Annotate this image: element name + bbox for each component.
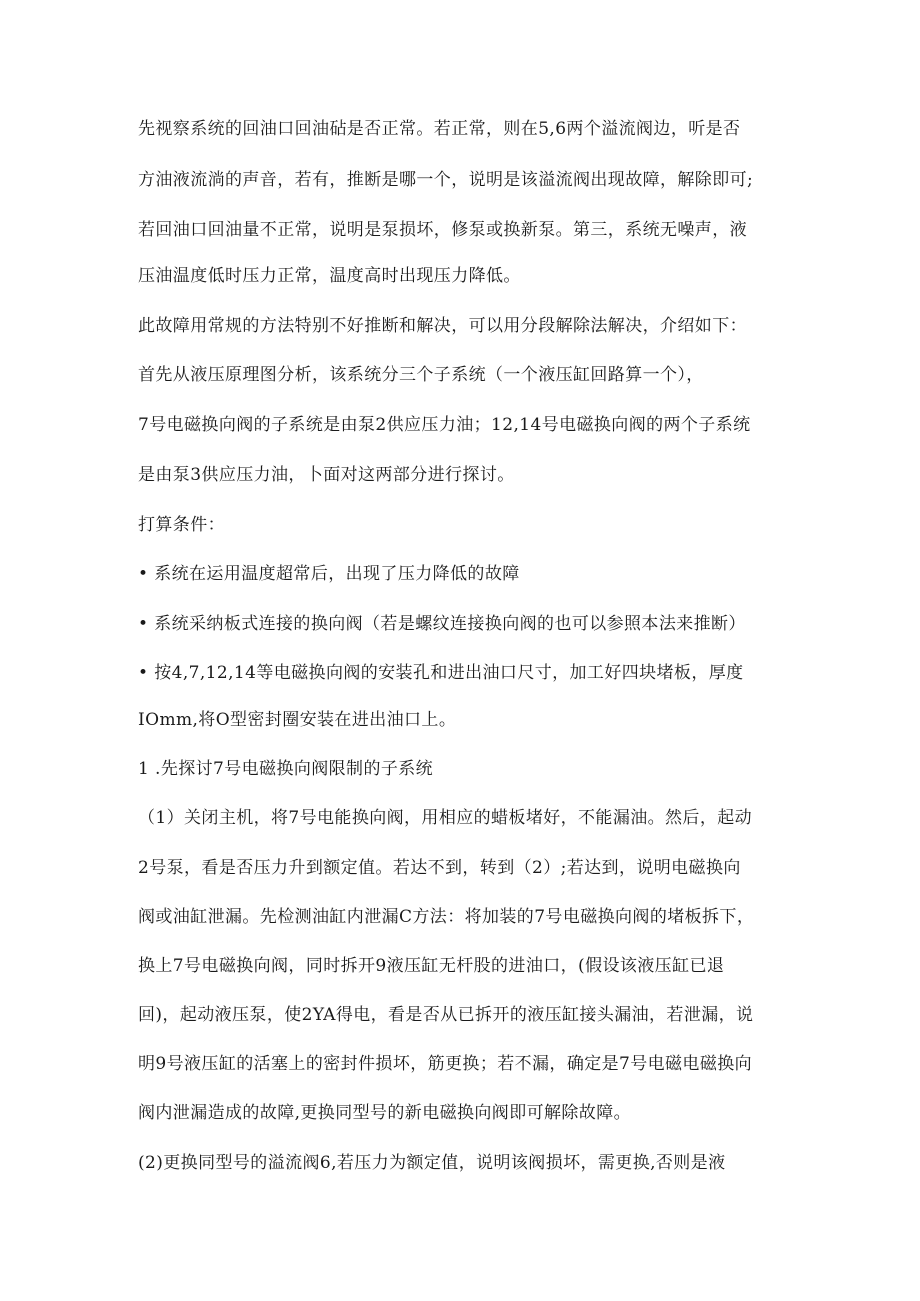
paragraph-line: 压油温度低时压力正常，温度高时出现压力降低。 — [138, 266, 521, 286]
paragraph-line: (2)更换同型号的溢流阀6,若压力为额定值，说明该阀损坏，需更换,否则是液 — [138, 1153, 726, 1173]
paragraph-line: IOmm,将O型密封圈安装在进出油口上。 — [138, 710, 457, 730]
paragraph-line: 7号电磁换向阀的子系统是由泵2供应压力油；12,14号电磁换向阀的两个子系统 — [138, 415, 751, 435]
paragraph-line: （1）关闭主机，将7号电能换向阀，用相应的蜡板堵好，不能漏油。然后，起动 — [138, 808, 753, 828]
bullet-item: • 系统采纳板式连接的换向阀（若是螺纹连接换向阀的也可以参照本法来推断） — [138, 614, 746, 634]
paragraph-line: 先视察系统的回油口回油砧是否正常。若正常，则在5,6两个溢流阀边，听是否 — [138, 119, 741, 139]
paragraph-line: 方油液流淌的声音，若有，推断是哪一个，说明是该溢流阀出现故障，解除即可; — [138, 170, 754, 190]
paragraph-line: 阀内泄漏造成的故障,更换同型号的新电磁换向阀即可解除故障。 — [138, 1103, 632, 1123]
bullet-item: • 系统在运用温度超常后，出现了压力降低的故障 — [138, 564, 520, 584]
paragraph-line: 回)，起动液压泵，使2YA得电，看是否从已拆开的液压缸接头漏油，若泄漏，说 — [138, 1005, 754, 1025]
section-label: 打算条件： — [138, 515, 225, 535]
paragraph-line: 是由泵3供应压力油，卜面对这两部分进行探讨。 — [138, 465, 515, 485]
paragraph-line: 此故障用常规的方法特别不好推断和解决，可以用分段解除法解决，介绍如下： — [138, 316, 747, 336]
paragraph-line: 首先从液压原理图分析，该系统分三个子系统（一个液压缸回路算一个）， — [138, 365, 704, 385]
section-heading: 1 .先探讨7号电磁换向阀限制的子系统 — [138, 759, 434, 779]
paragraph-line: 换上7号电磁换向阀，同时拆开9液压缸无杆股的进油口，(假设该液压缸已退 — [138, 956, 725, 976]
paragraph-line: 若回油口回油量不正常，说明是泵损坏，修泵或换新泵。第三，系统无噪声，液 — [138, 220, 747, 240]
paragraph-line: 2号泵，看是否压力升到额定值。若达不到，转到（2）;若达到，说明电磁换向 — [138, 858, 741, 878]
bullet-item: • 按4,7,12,14等电磁换向阀的安装孔和进出油口尺寸，加工好四块堵板，厚度 — [138, 663, 744, 683]
paragraph-line: 明9号液压缸的活塞上的密封件损坏，筋更换；若不漏，确定是7号电磁电磁换向 — [138, 1054, 753, 1074]
paragraph-line: 阀或油缸泄漏。先检测油缸内泄漏C方法：将加装的7号电磁换向阀的堵板拆下， — [138, 907, 755, 927]
